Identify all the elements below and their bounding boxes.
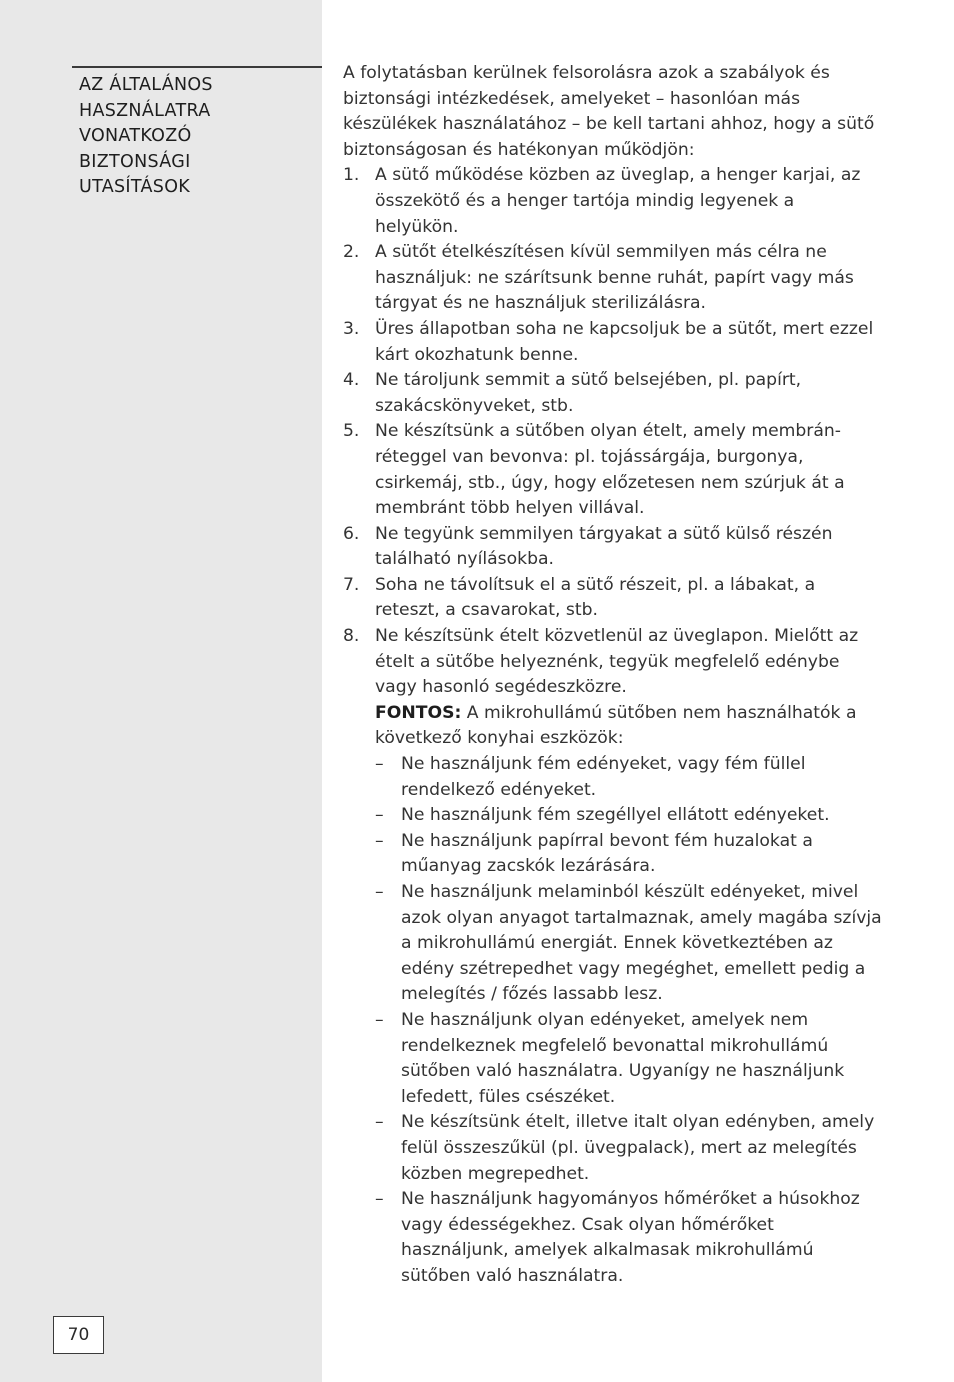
dash-list-item <box>375 803 883 829</box>
dash-item-text: Ne használjunk olyan edényeket, amelyek nem rendelkeznek megfelelő bevonattal mikrohullámú sütőben való használatra. Ugyanígy ne használjunk lefedett, füles csészéket. <box>401 1009 845 1107</box>
dash-item-text: Ne használjunk papírral bevont fém huzalokat a műanyag zacskók lezárására. <box>401 830 813 877</box>
dash-list-item <box>375 752 883 803</box>
list-item <box>343 368 883 419</box>
list-number: 2. <box>343 242 360 263</box>
important-text: A mikrohullámú sütőben nem használhatók a következő konyhai eszközök: <box>375 702 857 749</box>
dash-item-text: Ne használjunk melaminból készült edényeket, mivel azok olyan anyagot tartalmaznak, amely magába szívja a mikrohullámú energiát. Ennek következtében az edény szétrepedhet vagy megéghet, emellett pedig a melegítés / főzés lassabb lesz. <box>401 882 882 1005</box>
list-item <box>343 240 883 317</box>
list-item <box>343 317 883 368</box>
dash-list <box>375 752 883 1289</box>
list-item-text: Ne tároljunk semmit a sütő belsejében, pl. papírt, szakácskönyveket, stb. <box>375 370 802 416</box>
page-number: 70 <box>53 1316 104 1354</box>
list-item-text: A sütő működése közben az üveglap, a henger karjai, az összekötő és a henger tartója mindig legyenek a helyükön. <box>375 165 861 237</box>
important-note <box>375 701 883 752</box>
section-title: AZ ÁLTALÁNOS HASZNÁLATRA VONATKOZÓ BIZTONSÁGI UTASÍTÁSOK <box>79 75 213 198</box>
list-item <box>343 419 883 521</box>
list-number: 8. <box>343 626 360 647</box>
dash-item-text: Ne készítsünk ételt, illetve italt olyan edényben, amely felül összeszűkül (pl. üvegpalack), mert az melegítés közben megrepedhet. <box>401 1112 875 1184</box>
dash-item-text: Ne használjunk fém edényeket, vagy fém füllel rendelkező edényeket. <box>401 754 806 800</box>
list-item-text: Ne készítsünk ételt közvetlenül az üveglapon. Mielőtt az ételt a sütőbe helyeznénk, tegyük megfelelő edénybe vagy hasonló segédeszközre. <box>375 626 859 698</box>
list-number: 5. <box>343 421 360 442</box>
dash-marker: – <box>375 805 384 826</box>
list-item-text: A sütőt ételkészítésen kívül semmilyen más célra ne használjuk: ne szárítsunk benne ruhát, papírt vagy más tárgyat és ne használjuk sterilizálásra. <box>375 242 854 314</box>
dash-list-item <box>375 880 883 1008</box>
list-item <box>343 624 883 1289</box>
dash-marker: – <box>375 754 384 775</box>
list-item-text: Ne tegyünk semmilyen tárgyakat a sütő külső részén található nyílásokba. <box>375 523 833 570</box>
dash-item-text: Ne használjunk fém szegéllyel ellátott edényeket. <box>401 805 830 826</box>
dash-marker: – <box>375 1189 384 1210</box>
sidebar <box>0 0 322 1382</box>
dash-list-item <box>375 1187 883 1289</box>
list-item-text: Soha ne távolítsuk el a sütő részeit, pl. a lábakat, a reteszt, a csavarokat, stb. <box>375 574 816 621</box>
dash-marker: – <box>375 830 384 851</box>
dash-list-item <box>375 1008 883 1110</box>
list-number: 1. <box>343 165 360 186</box>
list-item <box>343 163 883 240</box>
section-divider <box>72 66 322 68</box>
list-item <box>343 573 883 624</box>
dash-marker: – <box>375 1112 384 1133</box>
numbered-list <box>343 163 883 1289</box>
dash-list-item <box>375 1110 883 1187</box>
list-item-text: Ne készítsünk a sütőben olyan ételt, amely membrán-réteggel van bevonva: pl. tojássárgája, burgonya, csirkemáj, stb., úgy, hogy előzetesen nem szúrjuk át a membránt több helyen villával. <box>375 421 845 519</box>
dash-marker: – <box>375 1009 384 1030</box>
list-number: 6. <box>343 523 360 544</box>
main-content <box>343 61 883 1290</box>
dash-list-item <box>375 829 883 880</box>
list-number: 4. <box>343 370 360 391</box>
list-number: 3. <box>343 318 360 339</box>
intro-paragraph: A folytatásban kerülnek felsorolásra azok a szabályok és biztonsági intézkedések, amelyeket – hasonlóan más készülékek használatához – be kell tartani ahhoz, hogy a sütő biztonságosan és hatékonyan működjön: <box>343 63 875 160</box>
list-item-text: Üres állapotban soha ne kapcsoljuk be a sütőt, mert ezzel kárt okozhatunk benne. <box>375 318 874 365</box>
list-number: 7. <box>343 574 360 595</box>
dash-marker: – <box>375 882 384 902</box>
list-item <box>343 522 883 573</box>
dash-item-text: Ne használjunk hagyományos hőmérőket a húsokhoz vagy édességekhez. Csak olyan hőmérőket használjunk, amelyek alkalmasak mikrohullámú sütőben való használatra. <box>401 1189 860 1286</box>
important-label: FONTOS: <box>375 702 462 723</box>
